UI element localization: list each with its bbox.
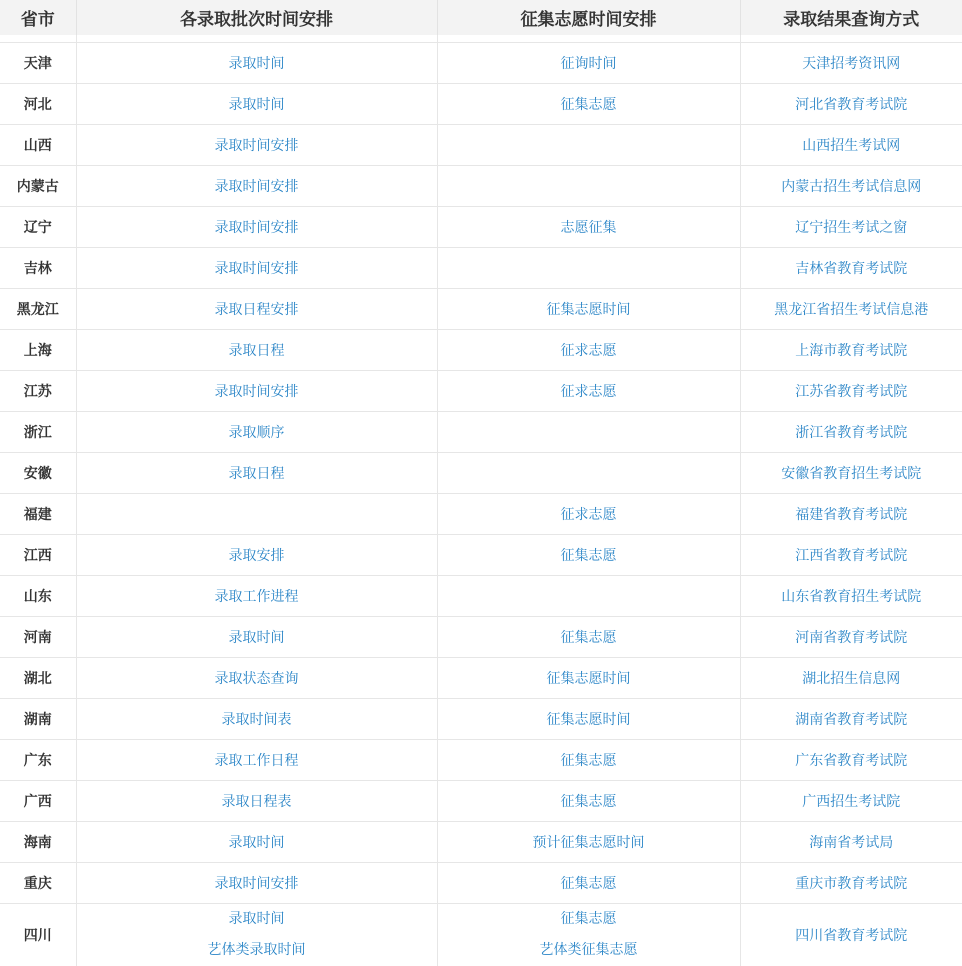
query-cell <box>740 84 962 125</box>
query-cell <box>740 904 962 966</box>
admission-cell <box>76 658 437 699</box>
solicit-link[interactable]: 征集志愿 <box>438 904 740 935</box>
admission-link[interactable]: 录取日程安排 <box>215 302 299 318</box>
query-site-link[interactable]: 内蒙古招生考试信息网 <box>781 179 921 195</box>
query-cell <box>740 125 962 166</box>
query-site-link[interactable]: 河南省教育考试院 <box>795 630 907 646</box>
admission-link[interactable]: 录取时间安排 <box>215 138 299 154</box>
admission-link[interactable]: 录取时间安排 <box>215 384 299 400</box>
admission-link[interactable]: 录取日程表 <box>222 794 292 810</box>
table-row <box>0 84 962 125</box>
solicit-cell <box>437 84 740 125</box>
query-cell <box>740 43 962 84</box>
query-cell <box>740 822 962 863</box>
spacer-row <box>0 35 962 43</box>
table-row <box>0 166 962 207</box>
admission-cell <box>76 43 437 84</box>
solicit-link[interactable]: 征集志愿时间 <box>547 712 631 728</box>
province-cell: 安徽 <box>0 453 76 494</box>
province-cell: 广东 <box>0 740 76 781</box>
solicit-link[interactable]: 征集志愿 <box>561 876 617 892</box>
province-cell: 江苏 <box>0 371 76 412</box>
admission-cell <box>76 822 437 863</box>
solicit-cell <box>437 699 740 740</box>
solicit-link[interactable]: 征集志愿时间 <box>547 302 631 318</box>
province-cell: 黑龙江 <box>0 289 76 330</box>
province-cell: 海南 <box>0 822 76 863</box>
solicit-cell <box>437 617 740 658</box>
admission-cell <box>76 207 437 248</box>
province-cell: 内蒙古 <box>0 166 76 207</box>
admission-cell <box>76 494 437 535</box>
solicit-cell <box>437 248 740 289</box>
admission-cell <box>76 412 437 453</box>
solicit-cell <box>437 371 740 412</box>
query-site-link[interactable]: 广东省教育考试院 <box>795 753 907 769</box>
table-row <box>0 330 962 371</box>
query-cell <box>740 699 962 740</box>
admission-link[interactable]: 录取顺序 <box>229 425 285 441</box>
admission-cell <box>76 781 437 822</box>
query-cell <box>740 740 962 781</box>
query-cell <box>740 166 962 207</box>
header-solicit-schedule: 征集志愿时间安排 <box>437 0 740 35</box>
table-row <box>0 822 962 863</box>
solicit-cell <box>437 453 740 494</box>
solicit-link[interactable]: 征集志愿 <box>561 548 617 564</box>
query-site-link[interactable]: 安徽省教育招生考试院 <box>781 466 921 482</box>
solicit-cell <box>437 863 740 904</box>
admission-link[interactable]: 录取时间安排 <box>215 876 299 892</box>
admission-cell <box>76 576 437 617</box>
admission-cell <box>76 863 437 904</box>
query-site-link[interactable]: 辽宁招生考试之窗 <box>795 220 907 236</box>
query-site-link[interactable]: 浙江省教育考试院 <box>795 425 907 441</box>
admission-cell <box>76 371 437 412</box>
solicit-link[interactable]: 征询时间 <box>561 56 617 72</box>
admission-cell <box>76 904 437 966</box>
query-cell <box>740 248 962 289</box>
query-site-link[interactable]: 湖北招生信息网 <box>802 671 900 687</box>
query-site-link[interactable]: 福建省教育考试院 <box>795 507 907 523</box>
admission-link[interactable]: 录取时间安排 <box>215 261 299 277</box>
table-row <box>0 289 962 330</box>
admission-link[interactable]: 录取时间表 <box>222 712 292 728</box>
query-site-link[interactable]: 河北省教育考试院 <box>795 97 907 113</box>
table-row <box>0 43 962 84</box>
province-cell: 江西 <box>0 535 76 576</box>
table-row <box>0 617 962 658</box>
solicit-cell <box>437 535 740 576</box>
solicit-cell <box>437 576 740 617</box>
query-cell <box>740 576 962 617</box>
solicit-link[interactable]: 征集志愿 <box>561 97 617 113</box>
query-site-link[interactable]: 山西招生考试网 <box>802 138 900 154</box>
admission-link[interactable]: 录取安排 <box>229 548 285 564</box>
query-site-link[interactable]: 江苏省教育考试院 <box>795 384 907 400</box>
admission-cell <box>76 84 437 125</box>
query-site-link[interactable]: 上海市教育考试院 <box>795 343 907 359</box>
solicit-cell <box>437 822 740 863</box>
table-row <box>0 412 962 453</box>
table-row <box>0 904 962 966</box>
admission-link[interactable]: 录取时间安排 <box>215 179 299 195</box>
header-province: 省市 <box>0 0 76 35</box>
header-row <box>0 0 962 35</box>
admission-link[interactable]: 录取工作日程 <box>215 753 299 769</box>
admission-cell <box>76 289 437 330</box>
province-cell: 湖北 <box>0 658 76 699</box>
solicit-cell <box>437 904 740 966</box>
table-row <box>0 494 962 535</box>
province-cell: 河北 <box>0 84 76 125</box>
admission-link[interactable]: 录取时间 <box>229 630 285 646</box>
query-cell <box>740 494 962 535</box>
admission-link[interactable]: 录取日程 <box>229 343 285 359</box>
header-admission-schedule: 各录取批次时间安排 <box>76 0 437 35</box>
solicit-link[interactable]: 征求志愿 <box>561 384 617 400</box>
province-cell: 天津 <box>0 43 76 84</box>
admission-cell <box>76 248 437 289</box>
solicit-cell <box>437 166 740 207</box>
solicit-link[interactable]: 预计征集志愿时间 <box>533 835 645 851</box>
admission-link[interactable]: 录取工作进程 <box>215 589 299 605</box>
solicit-cell <box>437 43 740 84</box>
query-site-link[interactable]: 天津招考资讯网 <box>802 56 900 72</box>
table-row <box>0 576 962 617</box>
solicit-link[interactable]: 志愿征集 <box>561 220 617 236</box>
query-site-link[interactable]: 吉林省教育考试院 <box>795 261 907 277</box>
query-cell <box>740 658 962 699</box>
solicit-cell <box>437 740 740 781</box>
admission-link[interactable]: 录取时间安排 <box>215 220 299 236</box>
query-site-link[interactable]: 四川省教育考试院 <box>795 928 907 944</box>
province-cell: 四川 <box>0 904 76 966</box>
admission-link[interactable]: 录取时间 <box>229 56 285 72</box>
query-cell <box>740 412 962 453</box>
table-row <box>0 740 962 781</box>
solicit-cell <box>437 125 740 166</box>
admission-cell <box>76 166 437 207</box>
admission-cell <box>76 699 437 740</box>
province-cell: 广西 <box>0 781 76 822</box>
province-cell: 重庆 <box>0 863 76 904</box>
table-row <box>0 781 962 822</box>
table-row <box>0 658 962 699</box>
solicit-cell <box>437 330 740 371</box>
query-cell <box>740 330 962 371</box>
table-row <box>0 125 962 166</box>
province-cell: 吉林 <box>0 248 76 289</box>
query-cell <box>740 207 962 248</box>
province-cell: 福建 <box>0 494 76 535</box>
admission-cell <box>76 453 437 494</box>
admission-cell <box>76 740 437 781</box>
solicit-cell <box>437 412 740 453</box>
solicit-link[interactable]: 征集志愿 <box>561 753 617 769</box>
query-cell <box>740 535 962 576</box>
solicit-cell <box>437 658 740 699</box>
admission-link[interactable]: 录取日程 <box>229 466 285 482</box>
query-site-link[interactable]: 江西省教育考试院 <box>795 548 907 564</box>
table-row <box>0 863 962 904</box>
solicit-link[interactable]: 征集志愿时间 <box>547 671 631 687</box>
table-row <box>0 535 962 576</box>
query-cell <box>740 617 962 658</box>
header-result-query: 录取结果查询方式 <box>740 0 962 35</box>
solicit-link[interactable]: 征集志愿 <box>561 794 617 810</box>
table-row <box>0 371 962 412</box>
table-row <box>0 699 962 740</box>
province-cell: 辽宁 <box>0 207 76 248</box>
province-cell: 山西 <box>0 125 76 166</box>
query-cell <box>740 371 962 412</box>
query-site-link[interactable]: 广西招生考试院 <box>802 794 900 810</box>
query-cell <box>740 863 962 904</box>
query-site-link[interactable]: 重庆市教育考试院 <box>795 876 907 892</box>
query-cell <box>740 453 962 494</box>
province-cell: 河南 <box>0 617 76 658</box>
solicit-cell <box>437 494 740 535</box>
solicit-link[interactable]: 征集志愿 <box>561 630 617 646</box>
query-site-link[interactable]: 海南省考试局 <box>809 835 893 851</box>
province-cell: 浙江 <box>0 412 76 453</box>
admission-cell <box>76 535 437 576</box>
admission-link[interactable]: 录取时间 <box>77 904 437 935</box>
solicit-cell <box>437 289 740 330</box>
admission-link[interactable]: 录取时间 <box>229 97 285 113</box>
admission-cell <box>76 330 437 371</box>
admission-link[interactable]: 录取状态查询 <box>215 671 299 687</box>
solicit-cell <box>437 207 740 248</box>
table-row <box>0 453 962 494</box>
admission-cell <box>76 617 437 658</box>
query-site-link[interactable]: 湖南省教育考试院 <box>795 712 907 728</box>
province-cell: 湖南 <box>0 699 76 740</box>
query-cell <box>740 781 962 822</box>
admission-cell <box>76 125 437 166</box>
solicit-link[interactable]: 征求志愿 <box>561 343 617 359</box>
table-row <box>0 248 962 289</box>
query-site-link[interactable]: 黑龙江省招生考试信息港 <box>774 302 928 318</box>
admission-link[interactable]: 录取时间 <box>229 835 285 851</box>
solicit-link[interactable]: 艺体类征集志愿 <box>438 935 740 966</box>
table-row <box>0 207 962 248</box>
query-cell <box>740 289 962 330</box>
solicit-cell <box>437 781 740 822</box>
solicit-link[interactable]: 征求志愿 <box>561 507 617 523</box>
admission-link[interactable]: 艺体类录取时间 <box>77 935 437 966</box>
province-cell: 上海 <box>0 330 76 371</box>
province-cell: 山东 <box>0 576 76 617</box>
query-site-link[interactable]: 山东省教育招生考试院 <box>781 589 921 605</box>
